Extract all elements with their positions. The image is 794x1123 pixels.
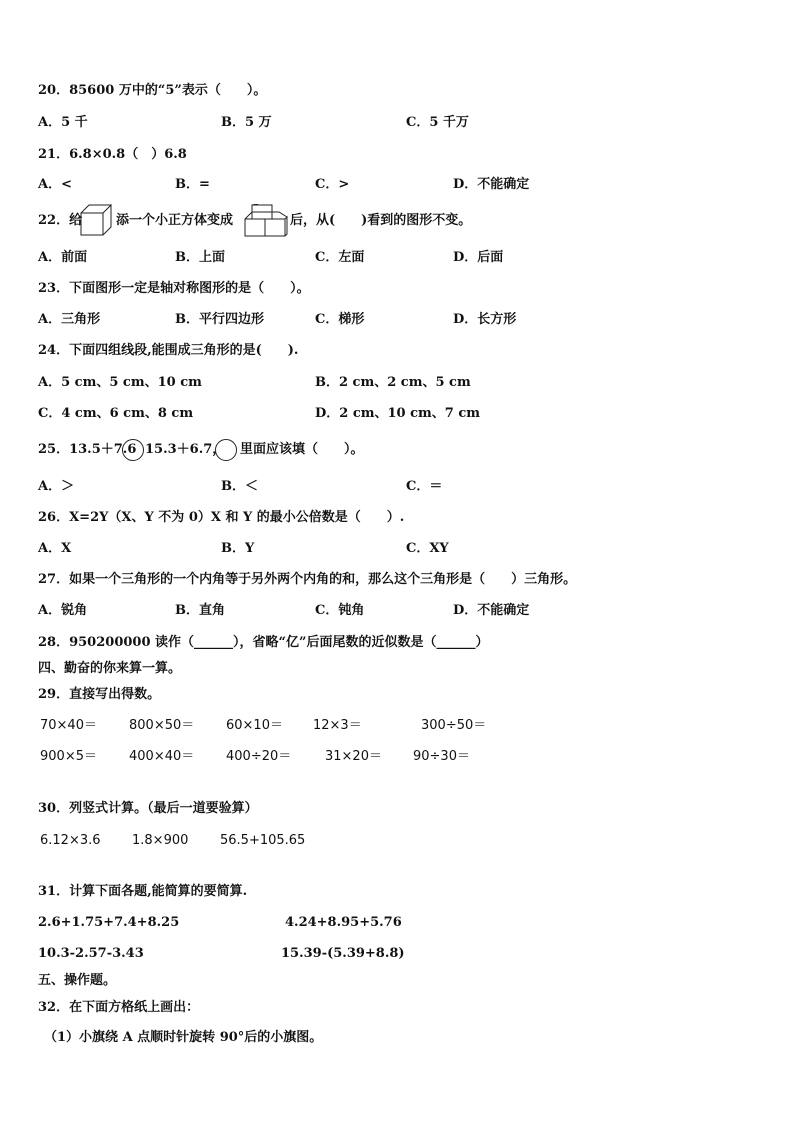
single-cube-icon (80, 204, 112, 237)
q23-option-c[interactable]: C．梯形 (315, 312, 365, 327)
q22-option-d[interactable]: D．后面 (453, 250, 504, 265)
q27-option-a[interactable]: A．锐角 (38, 603, 88, 618)
vertical-calc-item: 56.5+105.65 (220, 833, 306, 848)
q32-stem: 32．在下面方格纸上画出： (38, 1000, 200, 1015)
q27-option-c[interactable]: C．钝角 (315, 603, 365, 618)
q27-option-d[interactable]: D．不能确定 (453, 603, 530, 618)
q23-option-d[interactable]: D．长方形 (453, 312, 517, 327)
q25-stem-a: 25．13.5＋7.6 (38, 442, 137, 457)
q26-option-a[interactable]: A．X (38, 541, 72, 556)
q29-stem: 29．直接写出得数。 (38, 687, 161, 702)
mental-calc-item: 800×50＝ (129, 718, 195, 733)
q24-option-a[interactable]: A．5 cm、5 cm、10 cm (38, 375, 202, 390)
q21-option-d[interactable]: D．不能确定 (453, 177, 530, 192)
compare-circle-ref (215, 439, 237, 461)
q25-stem-b: 15.3＋6.7， (145, 442, 226, 457)
mental-calc-item: 300÷50＝ (421, 718, 487, 733)
mental-calc-item: 900×5＝ (40, 749, 97, 764)
q21-option-b[interactable]: B．= (175, 177, 210, 192)
q22-stem-c: 后，从( )看到的图形不变。 (290, 213, 472, 228)
q22-option-c[interactable]: C．左面 (315, 250, 365, 265)
mental-calc-item: 60×10＝ (226, 718, 283, 733)
q27-option-b[interactable]: B．直角 (175, 603, 225, 618)
q32-subquestion-1: （1）小旗绕 A 点顺时针旋转 90°后的小旗图。 (44, 1030, 323, 1045)
q20-option-c[interactable]: C．5 千万 (406, 115, 469, 130)
section-4-heading: 四、勤奋的你来算一算。 (38, 661, 182, 676)
q24-option-b[interactable]: B．2 cm、2 cm、5 cm (315, 375, 471, 390)
q21-option-c[interactable]: C．> (315, 177, 350, 192)
q30-stem: 30．列竖式计算。（最后一道要验算） (38, 801, 258, 816)
q26-option-c[interactable]: C．XY (406, 541, 449, 556)
q24-stem: 24．下面四组线段,能围成三角形的是( ). (38, 343, 299, 358)
q24-option-d[interactable]: D．2 cm、10 cm、7 cm (315, 406, 481, 421)
mental-calc-item: 70×40＝ (40, 718, 97, 733)
compare-circle[interactable] (122, 439, 144, 461)
q23-option-a[interactable]: A．三角形 (38, 312, 101, 327)
q20-stem: 20．85600 万中的“5”表示（ ）。 (38, 83, 267, 98)
q25-option-c[interactable]: C．＝ (406, 479, 443, 494)
q25-stem-c: 里面应该填（ ）。 (240, 442, 364, 457)
simplify-calc-item: 15.39-(5.39+8.8) (281, 946, 405, 961)
q21-stem: 21．6.8×0.8（ ）6.8 (38, 147, 187, 162)
two-cubes-icon (244, 204, 288, 237)
q22-option-a[interactable]: A．前面 (38, 250, 88, 265)
q25-option-b[interactable]: B．＜ (221, 479, 258, 494)
simplify-calc-item: 10.3-2.57-3.43 (38, 946, 144, 961)
q31-stem: 31．计算下面各题,能简算的要简算. (38, 884, 248, 899)
q24-option-c[interactable]: C．4 cm、6 cm、8 cm (38, 406, 194, 421)
q26-option-b[interactable]: B．Y (221, 541, 255, 556)
mental-calc-item: 90÷30＝ (413, 749, 470, 764)
simplify-calc-item: 4.24+8.95+5.76 (285, 915, 402, 930)
mental-calc-item: 12×3＝ (313, 718, 362, 733)
q27-stem: 27．如果一个三角形的一个内角等于另外两个内角的和，那么这个三角形是（ ）三角形。 (38, 572, 577, 587)
q23-option-b[interactable]: B．平行四边形 (175, 312, 264, 327)
q20-option-a[interactable]: A．5 千 (38, 115, 88, 130)
q22-stem-b: 添一个小正方体变成 (116, 213, 234, 228)
simplify-calc-item: 2.6+1.75+7.4+8.25 (38, 915, 180, 930)
vertical-calc-item: 6.12×3.6 (40, 833, 101, 848)
q26-stem: 26．X=2Y（X、Y 不为 0）X 和 Y 的最小公倍数是（ ）. (38, 510, 405, 525)
vertical-calc-item: 1.8×900 (132, 833, 189, 848)
mental-calc-item: 400×40＝ (129, 749, 195, 764)
q22-option-b[interactable]: B．上面 (175, 250, 225, 265)
mental-calc-item: 400÷20＝ (226, 749, 292, 764)
q22-stem-a: 22．给 (38, 213, 83, 228)
mental-calc-item: 31×20＝ (325, 749, 382, 764)
q23-stem: 23．下面图形一定是轴对称图形的是（ ）。 (38, 281, 310, 296)
q25-option-a[interactable]: A．＞ (38, 479, 75, 494)
q21-option-a[interactable]: A．< (38, 177, 72, 192)
section-5-heading: 五、操作题。 (38, 973, 117, 988)
q28-stem: 28．950200000 读作（______），省略“亿”后面尾数的近似数是（______） (38, 635, 489, 650)
q20-option-b[interactable]: B．5 万 (221, 115, 272, 130)
